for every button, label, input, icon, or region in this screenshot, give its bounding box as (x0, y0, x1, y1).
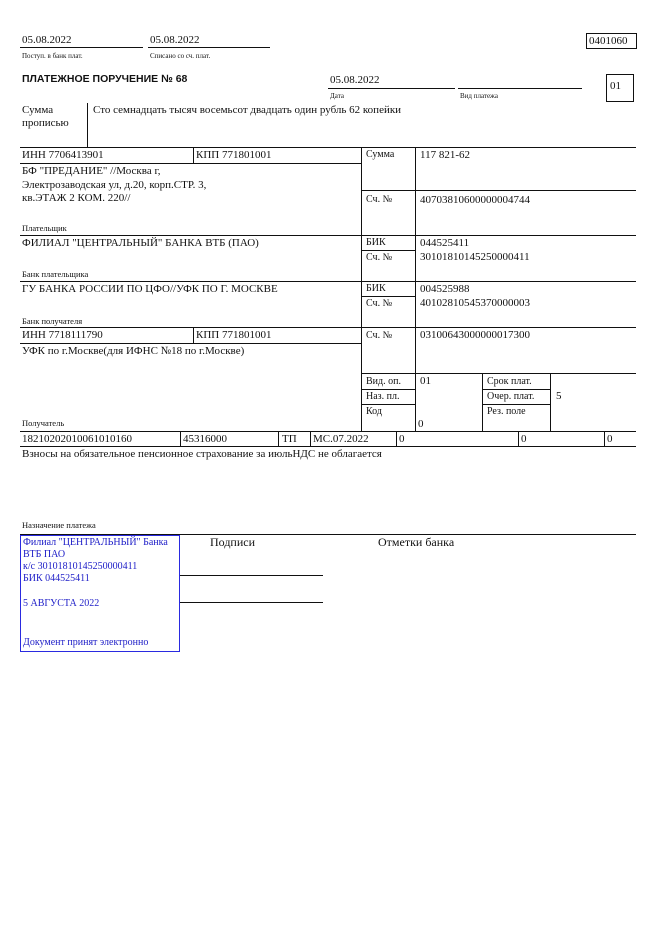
divider (361, 190, 636, 191)
payer-bank-account-label: Сч. № (366, 252, 393, 263)
payer-account: 40703810600000004744 (420, 194, 530, 206)
divider (310, 431, 311, 446)
form-code: 0401060 (589, 35, 628, 47)
payer-bik: 044525411 (420, 237, 470, 249)
recipient-name: УФК по г.Москве(для ИФНС №18 по г.Москве) (22, 345, 245, 357)
divider (458, 88, 582, 89)
priority: 5 (556, 390, 562, 402)
stamp-line: к/с 30101810145250000411 (23, 561, 138, 572)
payer-name-line: кв.ЭТАЖ 2 КОМ. 220// (22, 192, 131, 204)
divider (361, 373, 636, 374)
recipient-bank-name: ГУ БАНКА РОССИИ ПО ЦФО//УФК ПО Г. МОСКВЕ (22, 283, 278, 295)
divider (180, 431, 181, 446)
form-code-box (586, 33, 637, 49)
divider (482, 373, 483, 431)
payment-type-label: Вид платежа (460, 92, 499, 100)
recipient-inn: ИНН 7718111790 (22, 329, 103, 341)
divider (20, 147, 636, 148)
priority-label: Очер. плат. (487, 391, 535, 402)
page-title: ПЛАТЕЖНОЕ ПОРУЧЕНИЕ № 68 (22, 73, 188, 85)
divider (193, 147, 194, 163)
amount-words-label-2: прописью (22, 117, 69, 129)
payer-label: Плательщик (22, 223, 67, 233)
divider (278, 431, 279, 446)
amount-words: Сто семнадцать тысяч восемьсот двадцать один рубль 62 копейки (93, 104, 402, 116)
recipient-label: Получатель (22, 418, 65, 428)
signature-line (180, 575, 323, 576)
stamp-note: Документ принят электронно (23, 637, 149, 648)
sum-value: 117 821-62 (420, 149, 471, 161)
purpose-code-label: Наз. пл. (366, 391, 400, 402)
divider (20, 343, 361, 344)
divider (20, 163, 361, 164)
payer-account-label: Сч. № (366, 194, 393, 205)
divider (87, 103, 88, 147)
payer-bank-name: ФИЛИАЛ "ЦЕНТРАЛЬНЫЙ" БАНКА ВТБ (ПАО) (22, 237, 259, 249)
tax-period: МС.07.2022 (313, 433, 369, 445)
divider (361, 389, 415, 390)
debited-label: Списано со сч. плат. (150, 52, 211, 60)
payer-bank-label: Банк плательщика (22, 269, 89, 279)
tax-doc-date: 0 (521, 433, 527, 445)
stamp-line: БИК 044525411 (23, 573, 90, 584)
purpose-label: Назначение платежа (22, 520, 96, 530)
tax-kbk: 18210202010061010160 (22, 433, 132, 445)
recipient-kpp: КПП 771801001 (196, 329, 272, 341)
signatures-label: Подписи (210, 535, 256, 549)
debited-date: 05.08.2022 (150, 34, 200, 46)
divider (20, 47, 143, 48)
stamp-line: Филиал "ЦЕНТРАЛЬНЫЙ" Банка (23, 537, 168, 548)
recipient-bik: 004525988 (420, 283, 470, 295)
received-date: 05.08.2022 (22, 34, 72, 46)
tax-oktmo: 45316000 (183, 433, 227, 445)
divider (482, 389, 550, 390)
received-label: Поступ. в банк плат. (22, 52, 83, 60)
recipient-account-label: Сч. № (366, 330, 393, 341)
divider (361, 404, 415, 405)
tax-doc-number: 0 (399, 433, 405, 445)
divider (20, 235, 636, 236)
divider (20, 281, 636, 282)
divider (482, 404, 550, 405)
recipient-bank-label: Банк получателя (22, 316, 83, 326)
recipient-bik-label: БИК (366, 283, 386, 294)
status-code-box (606, 74, 634, 102)
payer-bank-account: 30101810145250000411 (420, 251, 530, 263)
stamp-line: ВТБ ПАО (23, 549, 66, 560)
code-label: Код (366, 406, 382, 417)
status-code: 01 (610, 80, 621, 92)
op-type: 01 (420, 375, 431, 387)
recipient-bank-account: 40102810545370000003 (420, 297, 530, 309)
divider (20, 431, 636, 432)
due-label: Срок плат. (487, 376, 532, 387)
divider (361, 296, 415, 297)
divider (328, 88, 455, 89)
sum-label: Сумма (366, 149, 395, 160)
purpose-text: Взносы на обязательное пенсионное страхование за июльНДС не облагается (22, 448, 382, 460)
recipient-account: 03100643000000017300 (420, 329, 530, 341)
code: 0 (418, 418, 424, 430)
divider (193, 327, 194, 343)
date-label: Дата (330, 92, 344, 100)
divider (148, 47, 270, 48)
signature-line (180, 602, 323, 603)
reserve-label: Рез. поле (487, 406, 526, 417)
order-date: 05.08.2022 (330, 74, 380, 86)
bank-marks-label: Отметки банка (378, 535, 455, 549)
payer-name-line: БФ "ПРЕДАНИЕ" //Москва г, (22, 165, 161, 177)
recipient-bank-account-label: Сч. № (366, 298, 393, 309)
bank-stamp (20, 535, 180, 652)
divider (20, 327, 636, 328)
tax-type: 0 (607, 433, 613, 445)
payer-inn: ИНН 7706413901 (22, 149, 104, 161)
divider (604, 431, 605, 446)
divider (361, 250, 415, 251)
divider (550, 373, 551, 431)
divider (518, 431, 519, 446)
amount-words-label-1: Сумма (22, 104, 54, 116)
op-type-label: Вид. оп. (366, 376, 401, 387)
tax-basis: ТП (282, 433, 297, 445)
divider (396, 431, 397, 446)
payer-name-line: Электрозаводская ул, д.20, корп.СТР. 3, (22, 179, 207, 191)
payer-bik-label: БИК (366, 237, 386, 248)
stamp-date: 5 АВГУСТА 2022 (23, 598, 100, 609)
divider (20, 446, 636, 447)
payer-kpp: КПП 771801001 (196, 149, 272, 161)
